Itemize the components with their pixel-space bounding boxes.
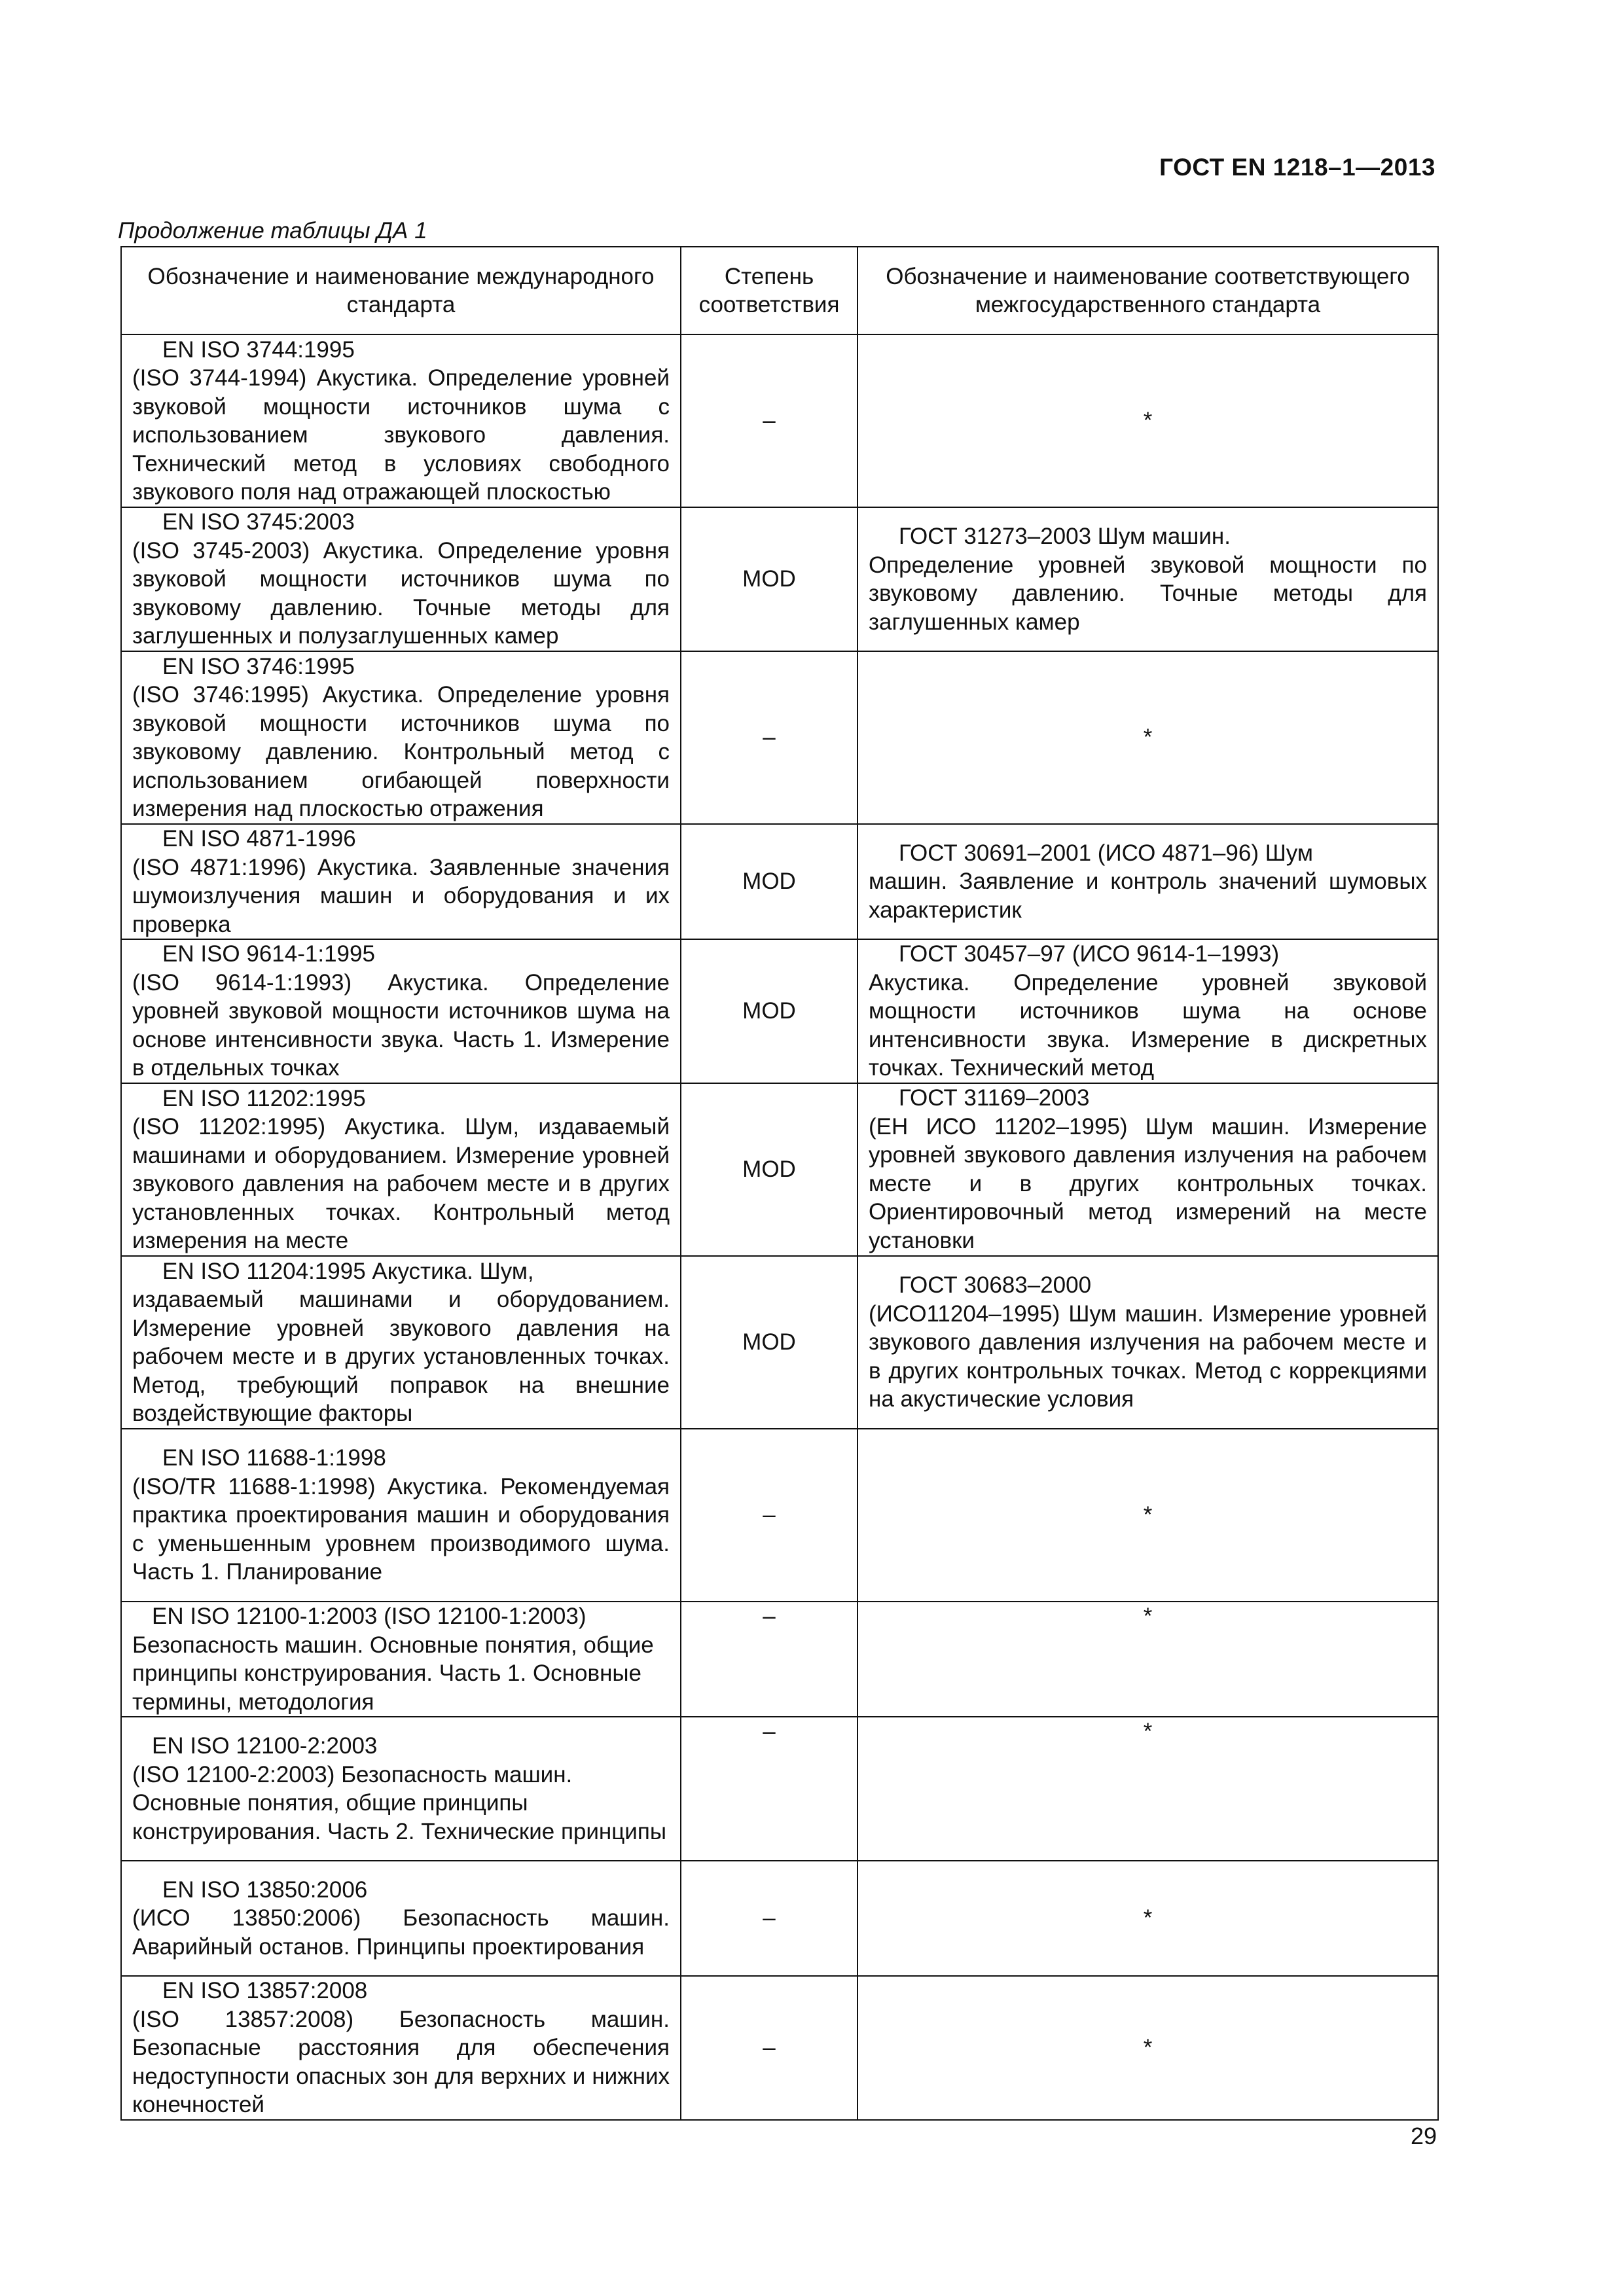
degree-cell: –	[681, 1717, 857, 1861]
standard-code: EN ISO 11688-1:1998	[162, 1445, 386, 1471]
interstate-standard-cell: *	[857, 1602, 1438, 1717]
table-row	[121, 507, 1438, 651]
header-degree: Степень соответствия	[681, 247, 857, 334]
interstate-standard-cell	[857, 507, 1438, 651]
interstate-code: ГОСТ 30691–2001 (ИСО 4871–96) Шум	[899, 840, 1313, 866]
header-interstate-standard: Обозначение и наименование соответствующего межгосударственного стандарта	[857, 247, 1438, 334]
standard-code: EN ISO 13850:2006	[162, 1876, 368, 1903]
degree-cell: MOD	[681, 1083, 857, 1256]
interstate-standard-cell: *	[857, 651, 1438, 824]
table-row	[121, 334, 1438, 507]
standard-title: (ISO 3746:1995) Акустика. Определение уровня звуковой мощности источников шума по звуковому давлению. Контрольный метод с использованием огибающей поверхности измерения над плоскостью отражения	[132, 682, 670, 821]
standard-title: (ISO 12100-2:2003) Безопасность машин. Основные понятия, общие принципы конструирования. Часть 2. Технические принципы	[132, 1761, 666, 1844]
international-standard-cell	[121, 1717, 681, 1861]
standard-title: (ISO 11202:1995) Акустика. Шум, издаваемый машинами и оборудованием. Измерение уровней звукового давления на рабочем месте и в других установленных точках. Контрольный метод измерения на месте	[132, 1114, 670, 1253]
degree-cell: MOD	[681, 939, 857, 1083]
degree-cell: –	[681, 1861, 857, 1976]
degree-cell: –	[681, 1429, 857, 1602]
interstate-code: ГОСТ 30457–97 (ИСО 9614-1–1993)	[899, 941, 1280, 967]
international-standard-cell	[121, 1976, 681, 2120]
table-row	[121, 939, 1438, 1083]
standard-title: (ISO 9614-1:1993) Акустика. Определение уровней звуковой мощности источников шума на основе интенсивности звука. Часть 1. Измерение в отдельных точках	[132, 969, 670, 1081]
table-row	[121, 1256, 1438, 1429]
standard-code: EN ISO 3746:1995	[162, 653, 355, 679]
standard-title: (ISO 3744-1994) Акустика. Определение уровней звуковой мощности источников шума с использованием звукового давления. Технический метод в условиях свободного звукового поля над отражающей плоскостью	[132, 365, 670, 505]
interstate-standard-cell: *	[857, 1429, 1438, 1602]
international-standard-cell	[121, 1602, 681, 1717]
standard-title: Безопасность машин. Основные понятия, общие принципы конструирования. Часть 1. Основные термины, методология	[132, 1632, 654, 1715]
table-row	[121, 651, 1438, 824]
international-standard-cell	[121, 1861, 681, 1976]
international-standard-cell	[121, 824, 681, 939]
correspondence-table	[120, 246, 1439, 2121]
interstate-title: машин. Заявление и контроль значений шумовых характеристик	[869, 869, 1427, 923]
international-standard-cell	[121, 1083, 681, 1256]
document-code: ГОСТ EN 1218–1—2013	[1159, 154, 1435, 181]
interstate-standard-cell: *	[857, 334, 1438, 507]
interstate-standard-cell	[857, 939, 1438, 1083]
interstate-standard-cell	[857, 1083, 1438, 1256]
international-standard-cell	[121, 1429, 681, 1602]
degree-cell: –	[681, 1602, 857, 1717]
degree-cell: MOD	[681, 507, 857, 651]
international-standard-cell	[121, 651, 681, 824]
standard-title: (ИСО 13850:2006) Безопасность машин. Аварийный останов. Принципы проектирования	[132, 1905, 670, 1960]
table-row	[121, 1861, 1438, 1976]
standard-code: EN ISO 3745:2003	[162, 509, 355, 535]
table-row	[121, 1083, 1438, 1256]
table-row	[121, 1602, 1438, 1717]
standard-code: EN ISO 3744:1995	[162, 336, 355, 363]
interstate-title: Акустика. Определение уровней звуковой мощности источников шума на основе интенсивности звука. Измерение в дискретных точках. Технический метод	[869, 969, 1427, 1081]
table-row	[121, 824, 1438, 939]
degree-cell: MOD	[681, 1256, 857, 1429]
interstate-standard-cell: *	[857, 1976, 1438, 2120]
international-standard-cell	[121, 1256, 681, 1429]
standard-code: EN ISO 11204:1995 Акустика. Шум,	[162, 1258, 534, 1284]
degree-cell: –	[681, 651, 857, 824]
header-international-standard: Обозначение и наименование международного стандарта	[121, 247, 681, 334]
standard-title: (ISO 3745-2003) Акустика. Определение уровня звуковой мощности источников шума по звуковому давлению. Точные методы для заглушенных и полузаглушенных камер	[132, 537, 670, 649]
degree-cell: –	[681, 334, 857, 507]
table-row	[121, 1429, 1438, 1602]
interstate-code: ГОСТ 31273–2003 Шум машин.	[899, 524, 1231, 549]
table-row	[121, 1717, 1438, 1861]
standard-code: EN ISO 4871-1996	[162, 826, 356, 852]
standard-code: EN ISO 13857:2008	[162, 1978, 368, 2004]
interstate-standard-cell: *	[857, 1717, 1438, 1861]
interstate-title: Определение уровней звуковой мощности по звуковому давлению. Точные методы для заглушенных камер	[869, 552, 1427, 635]
interstate-title: (ЕН ИСО 11202–1995) Шум машин. Измерение уровней звукового давления излучения на рабочем месте и в других контрольных точках. Ориентировочный метод измерений на месте установки	[869, 1113, 1427, 1253]
interstate-title: (ИСО11204–1995) Шум машин. Измерение уровней звукового давления излучения на рабочем месте и в других контрольных точках. Метод с коррекциями на акустические условия	[869, 1300, 1427, 1412]
standard-code: EN ISO 12100-2:2003	[152, 1733, 378, 1759]
standard-code: EN ISO 12100-1:2003 (ISO 12100-1:2003)	[152, 1604, 586, 1629]
international-standard-cell	[121, 507, 681, 651]
standard-title: (ISO 4871:1996) Акустика. Заявленные значения шумоизлучения машин и оборудования и их проверка	[132, 854, 670, 937]
standard-code: EN ISO 9614-1:1995	[162, 941, 375, 967]
standard-title: (ISO/TR 11688-1:1998) Акустика. Рекомендуемая практика проектирования машин и оборудования с уменьшенным уровнем производимого шума. Часть 1. Планирование	[132, 1473, 670, 1585]
degree-cell: –	[681, 1976, 857, 2120]
international-standard-cell	[121, 939, 681, 1083]
table-row	[121, 1976, 1438, 2120]
table-header-row	[121, 247, 1438, 334]
standard-title: (ISO 13857:2008) Безопасность машин. Безопасные расстояния для обеспечения недоступности опасных зон для верхних и нижних конечностей	[132, 2006, 670, 2118]
standard-title: издаваемый машинами и оборудованием. Измерение уровней звукового давления на рабочем месте и в других установленных точках. Метод, требующий поправок на внешние воздействующие факторы	[132, 1287, 670, 1426]
interstate-standard-cell	[857, 1256, 1438, 1429]
interstate-code: ГОСТ 31169–2003	[899, 1085, 1090, 1111]
page-number: 29	[1410, 2123, 1437, 2149]
standard-code: EN ISO 11202:1995	[162, 1085, 366, 1111]
table-caption: Продолжение таблицы ДА 1	[118, 218, 427, 243]
interstate-standard-cell	[857, 824, 1438, 939]
degree-cell: MOD	[681, 824, 857, 939]
interstate-standard-cell: *	[857, 1861, 1438, 1976]
international-standard-cell	[121, 334, 681, 507]
interstate-code: ГОСТ 30683–2000	[899, 1272, 1092, 1299]
